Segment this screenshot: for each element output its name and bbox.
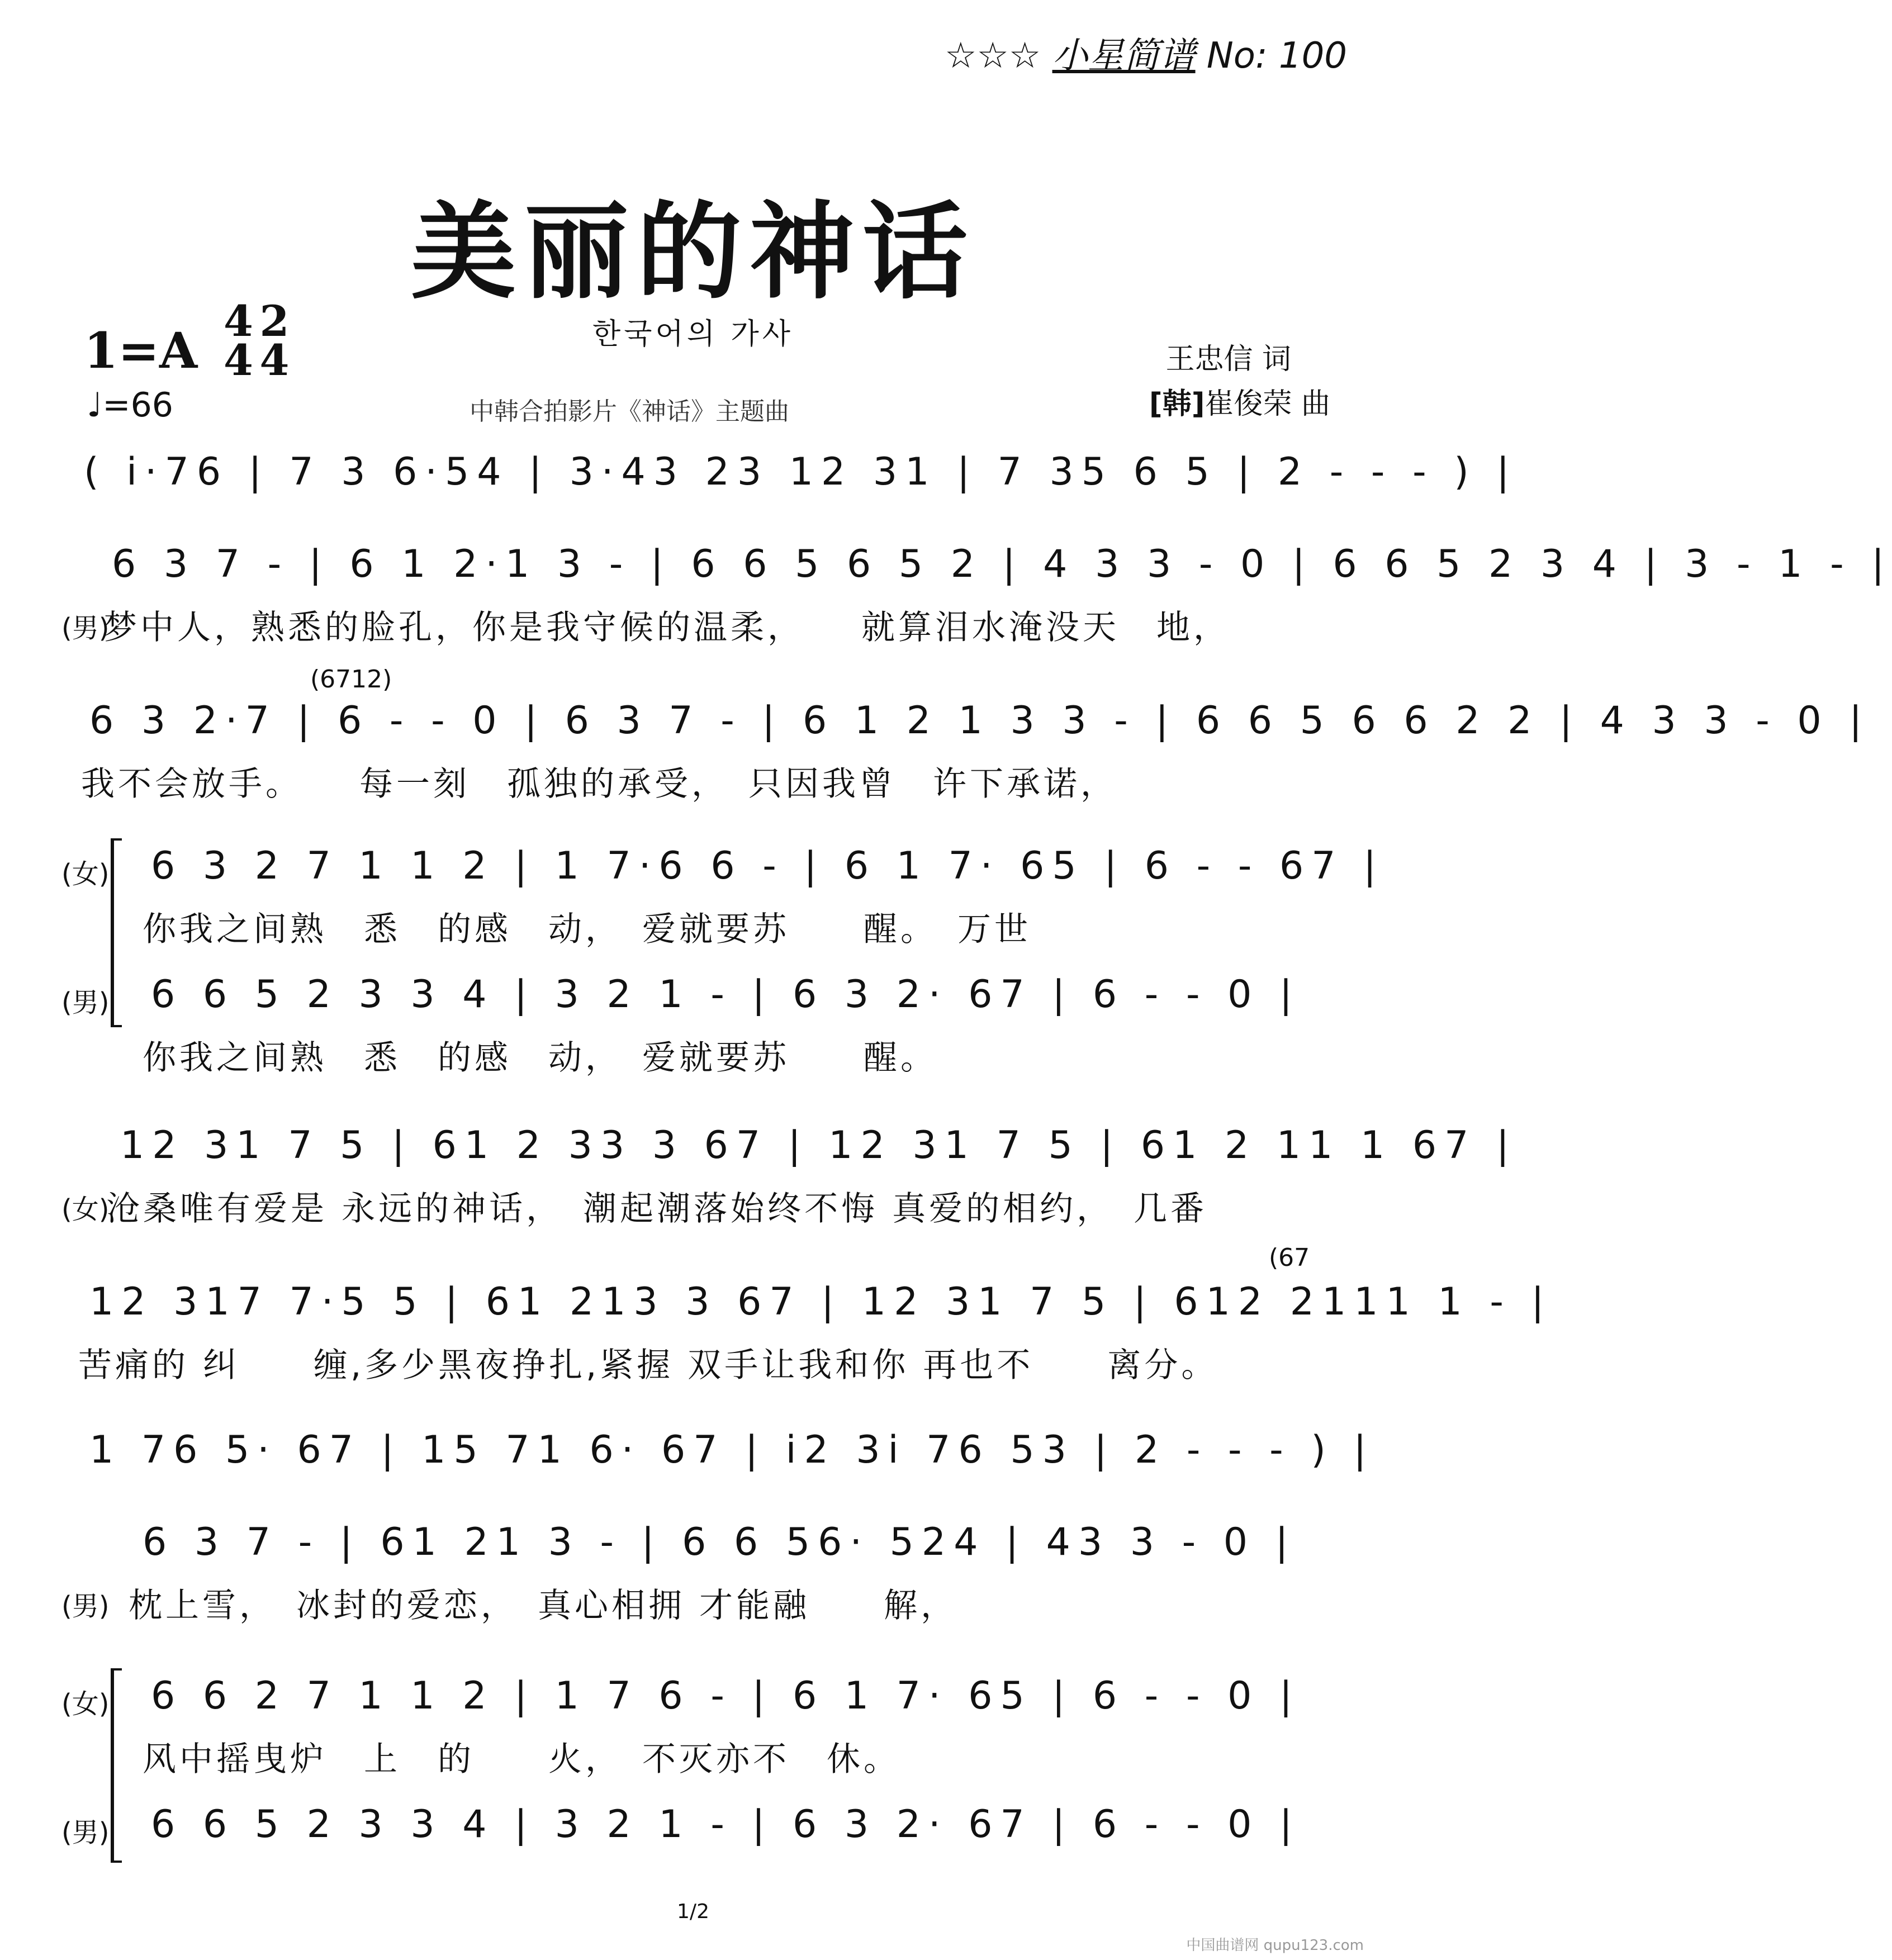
header-site: 小星简谱 — [1052, 35, 1196, 77]
header-stars: ☆☆☆ — [945, 35, 1041, 77]
notes-line-10: 6 6 5 2 3 3 4 | 3 2 1 - | 6 3 2· 67 | 6 - - 0 | — [151, 1802, 1300, 1847]
lyrics-line-2: 我不会放手。 每一刻 孤独的承受， 只因我曾 许下承诺， — [81, 765, 1117, 804]
voice-label-10: (男) — [61, 1817, 110, 1848]
key-signature: 1=A — [84, 321, 198, 379]
lyricist: 王忠信 词 — [1165, 343, 1291, 376]
lyrics-line-1: 梦中人，熟悉的脸孔，你是我守候的温柔， 就算泪水淹没天 地， — [103, 608, 1230, 647]
header-number: No: 100 — [1206, 35, 1347, 77]
composer: [韩]崔俊荣 曲 — [1149, 387, 1330, 421]
time-signature-1: 4 4 — [224, 296, 253, 385]
notes-line-3: 6 3 2 7 1 1 2 | 1 7·6 6 - | 6 1 7· 65 | 6 - - 67 | — [151, 844, 1384, 888]
tempo-marking: ♩=66 — [87, 386, 173, 425]
page-number: 1/2 — [677, 1900, 709, 1923]
voice-label-1: (男) — [61, 613, 110, 644]
lyrics-line-4: 你我之间熟 悉 的感 动， 爱就要苏 醒。 — [143, 1038, 937, 1078]
lyrics-line-8: 枕上雪， 冰封的爱恋， 真心相拥 才能融 解， — [129, 1586, 958, 1625]
voice-label-5: (女) — [61, 1194, 110, 1225]
grace-notes-2: (6712) — [310, 665, 392, 694]
lyrics-line-6: 苦痛的 纠 缠,多少黑夜挣扎,紧握 双手让我和你 再也不 离分。 — [78, 1346, 1218, 1385]
notes-line-8: 6 3 7 - | 61 21 3 - | 6 6 56· 524 | 43 3 - 0 | — [143, 1520, 1296, 1564]
grace-notes-6: (67 — [1269, 1244, 1310, 1272]
time-signature — [224, 296, 292, 385]
notes-line-2: 6 3 2·7 | 6 - - 0 | 6 3 7 - | 6 1 2 1 3 3 - | 6 6 5 6 6 2 2 | 4 3 3 - 0 | — [89, 699, 1870, 743]
voice-label-8: (男) — [61, 1591, 110, 1622]
voice-label-9: (女) — [61, 1688, 110, 1720]
film-note: 中韩合拍影片《神话》主题曲 — [470, 397, 789, 426]
notes-line-0: ( i·76 | 7 3 6·54 | 3·43 23 12 31 | 7 35 6 5 | 2 - - - ) | — [84, 450, 1518, 494]
lyrics-line-3: 你我之间熟 悉 的感 动， 爱就要苏 醒。 万世 — [143, 910, 1031, 949]
lyrics-line-5: 沧桑唯有爱是 永远的神话， 潮起潮落始终不悔 真爱的相约， 几番 — [106, 1189, 1208, 1228]
voice-label-3: (女) — [61, 858, 110, 890]
notes-line-4: 6 6 5 2 3 3 4 | 3 2 1 - | 6 3 2· 67 | 6 - - 0 | — [151, 972, 1300, 1017]
duet-brace-1 — [111, 838, 122, 1027]
voice-label-4: (男) — [61, 987, 110, 1018]
notes-line-6: 12 317 7·5 5 | 61 213 3 67 | 12 31 7 5 | 612 2111 1 - | — [89, 1280, 1552, 1324]
notes-line-7: 1 76 5· 67 | 15 71 6· 67 | i2 3i 76 53 | 2 - - - ) | — [89, 1428, 1374, 1472]
watermark: 中国曲谱网 qupu123.com — [1186, 1937, 1364, 1954]
notes-line-9: 6 6 2 7 1 1 2 | 1 7 6 - | 6 1 7· 65 | 6 - - 0 | — [151, 1674, 1300, 1718]
header-tag — [945, 27, 1347, 78]
duet-brace-2 — [111, 1668, 122, 1863]
song-title: 美丽的神话 — [411, 190, 975, 314]
notes-line-5: 12 31 7 5 | 61 2 33 3 67 | 12 31 7 5 | 61 2 11 1 67 | — [120, 1123, 1517, 1168]
lyrics-line-9: 风中摇曳炉 上 的 火， 不灭亦不 休。 — [143, 1740, 900, 1779]
notes-line-1: 6 3 7 - | 6 1 2·1 3 - | 6 6 5 6 5 2 | 4 3 3 - 0 | 6 6 5 2 3 4 | 3 - 1 - | — [112, 542, 1892, 586]
time-signature-2: 2 4 — [259, 296, 290, 385]
song-subtitle: 한국어의 가사 — [592, 317, 794, 351]
